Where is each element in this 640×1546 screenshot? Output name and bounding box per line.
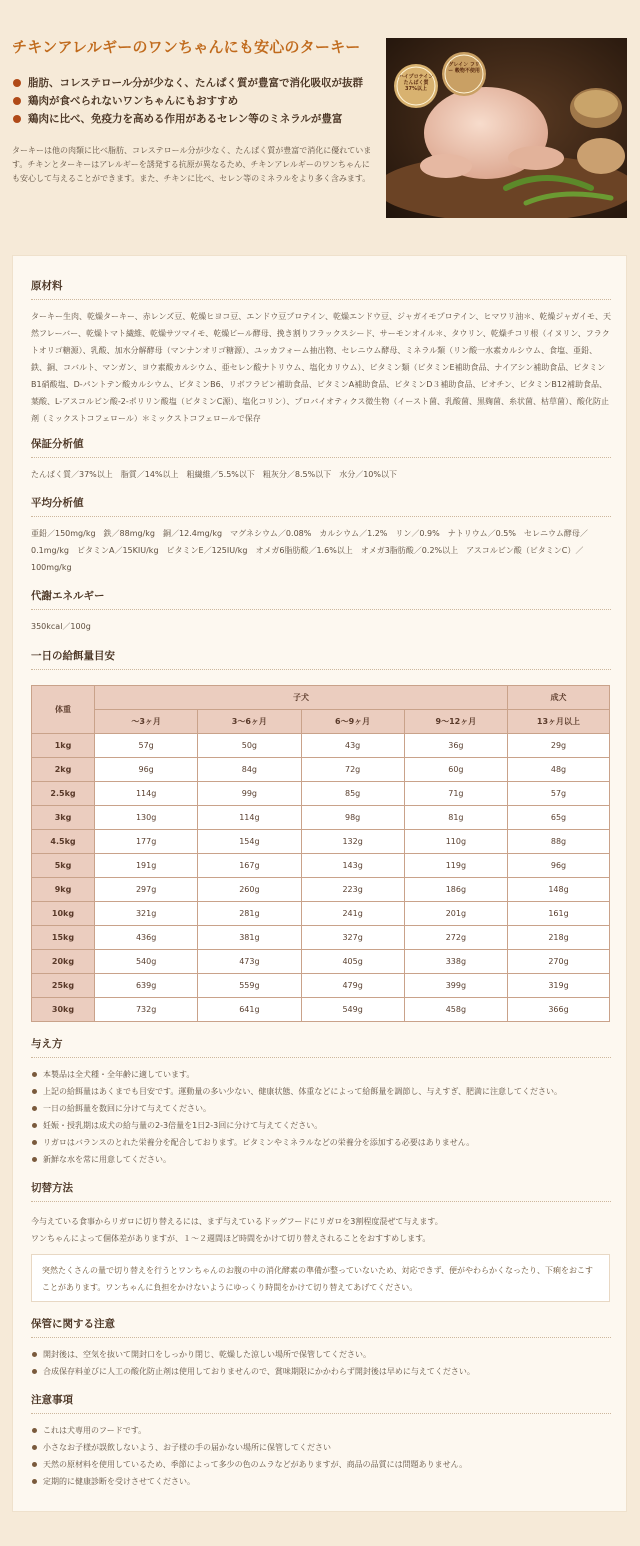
amount-cell: 161g xyxy=(508,902,610,926)
amount-cell: 473g xyxy=(198,950,301,974)
amount-cell: 281g xyxy=(198,902,301,926)
table-row xyxy=(32,734,610,758)
guaranteed-analysis-title: 保証分析値 xyxy=(31,436,611,458)
hero-point: 鶏肉が食べられないワンちゃんにもおすすめ xyxy=(12,92,363,110)
amount-cell: 71g xyxy=(404,782,507,806)
amount-cell: 177g xyxy=(95,830,198,854)
weight-cell: 3kg xyxy=(32,806,95,830)
list-item: 妊娠・授乳期は成犬の給与量の2-3倍量を1日2-3回に分けて与えてください。 xyxy=(31,1117,611,1134)
amount-cell: 201g xyxy=(404,902,507,926)
feeding-section xyxy=(31,648,611,670)
product-details-card xyxy=(12,255,627,1512)
weight-cell: 10kg xyxy=(32,902,95,926)
amount-cell: 436g xyxy=(95,926,198,950)
amount-cell: 143g xyxy=(301,854,404,878)
amount-cell: 60g xyxy=(404,758,507,782)
energy-section xyxy=(31,588,611,635)
amount-cell: 366g xyxy=(508,998,610,1022)
average-analysis-section xyxy=(31,495,611,576)
amount-cell: 479g xyxy=(301,974,404,998)
amount-cell: 270g xyxy=(508,950,610,974)
storage-title: 保管に関する注意 xyxy=(31,1316,611,1338)
weight-cell: 30kg xyxy=(32,998,95,1022)
list-item: 定期的に健康診断を受けさせてください。 xyxy=(31,1473,611,1490)
grain-free-badge-label: グレイン フリー 穀物不使用 xyxy=(448,62,480,74)
amount-cell: 148g xyxy=(508,878,610,902)
table-row xyxy=(32,974,610,998)
list-item: 本製品は全犬種・全年齢に適しています。 xyxy=(31,1066,611,1083)
roast-turkey-illustration xyxy=(386,38,627,218)
amount-cell: 98g xyxy=(301,806,404,830)
amount-cell: 114g xyxy=(198,806,301,830)
age-header: 6～9ヶ月 xyxy=(301,710,404,734)
adult-header: 成犬 xyxy=(508,686,610,710)
hero-point: 鶏肉に比べ、免疫力を高める作用があるセレン等のミネラルが豊富 xyxy=(12,110,363,128)
table-row xyxy=(32,854,610,878)
grain-free-badge xyxy=(442,52,486,96)
amount-cell: 50g xyxy=(198,734,301,758)
table-row xyxy=(32,758,610,782)
storage-section xyxy=(31,1316,611,1380)
energy-text: 350kcal／100g xyxy=(31,622,91,631)
table-row xyxy=(32,926,610,950)
table-row xyxy=(32,830,610,854)
table-row xyxy=(32,806,610,830)
puppy-header: 子犬 xyxy=(95,686,508,710)
amount-cell: 191g xyxy=(95,854,198,878)
hero-points xyxy=(12,74,363,128)
amount-cell: 218g xyxy=(508,926,610,950)
age-header: ～3ヶ月 xyxy=(95,710,198,734)
amount-cell: 99g xyxy=(198,782,301,806)
cautions-section xyxy=(31,1392,611,1490)
amount-cell: 48g xyxy=(508,758,610,782)
amount-cell: 540g xyxy=(95,950,198,974)
amount-cell: 154g xyxy=(198,830,301,854)
amount-cell: 81g xyxy=(404,806,507,830)
amount-cell: 57g xyxy=(508,782,610,806)
energy-title: 代謝エネルギー xyxy=(31,588,611,610)
list-item: リガロはバランスのとれた栄養分を配合しております。ビタミンやミネラルなどの栄養分を添加する必要はありません。 xyxy=(31,1134,611,1151)
switching-note: 突然たくさんの量で切り替えを行うとワンちゃんのお腹の中の消化酵素の準備が整っていないため、対応できず、便がやわらかくなったり、下痢をおこすことがあります。ワンちゃんに負担をかけないようにゆっくり時間をかけて切り替えてあげてください。 xyxy=(31,1254,610,1302)
guaranteed-analysis-text: たんぱく質／37%以上 脂質／14%以上 粗繊維／5.5%以下 粗灰分／8.5%以下 水分／10%以下 xyxy=(31,470,397,479)
list-item: 小さなお子様が誤飲しないよう、お子様の手の届かない場所に保管してください xyxy=(31,1439,611,1456)
ingredients-text: ターキー生肉、乾燥ターキー、赤レンズ豆、乾燥ヒヨコ豆、エンドウ豆プロテイン、乾燥エンドウ豆、ジャガイモプロテイン、ヒマワリ油＊、乾燥ジャガイモ、天然フレーバー、乾燥トマト繊維、乾燥サツマイモ、乾燥ビール酵母、挽き割りフラックスシード、サーモンオイル＊、タウリン、乾燥チコリ根（イヌリン、フラクトオリゴ糖源）、乳酸、加水分解酵母（マンナンオリゴ糖源）、ユッカフォーム抽出物、セレニウム酵母、ミネラル類（リン酸一水素カルシウム、食塩、亜鉛、鉄、銅、コバルト、マンガン、ヨウ素酸カルシウム、亜セレン酸ナトリウム、塩化カリウム）、ビタミン類（ビタミンE補助食品、ナイアシン補助食品、ビタミンB1硝酸塩、D-パントテン酸カルシウム、ビタミンB6、リボフラビン補助食品、ビタミンA補助食品、ビタミンD３補助食品、ビオチン、ビタミンB12補助食品、葉酸、L-アスコルビン酸-2-ポリリン酸塩（ビタミンC源）、塩化コリン）、プロバイオティクス微生物（イースト菌、乳酸菌、黒麹菌、糸状菌、枯草菌）、酸化防止剤（ミックストコフェロール）＊ミックストコフェロールで保存 xyxy=(31,312,611,423)
amount-cell: 84g xyxy=(198,758,301,782)
amount-cell: 110g xyxy=(404,830,507,854)
amount-cell: 381g xyxy=(198,926,301,950)
amount-cell: 321g xyxy=(95,902,198,926)
amount-cell: 549g xyxy=(301,998,404,1022)
amount-cell: 96g xyxy=(508,854,610,878)
age-header: 9～12ヶ月 xyxy=(404,710,507,734)
amount-cell: 132g xyxy=(301,830,404,854)
switching-title: 切替方法 xyxy=(31,1180,611,1202)
amount-cell: 559g xyxy=(198,974,301,998)
weight-cell: 15kg xyxy=(32,926,95,950)
amount-cell: 405g xyxy=(301,950,404,974)
feeding-table xyxy=(31,685,610,1022)
amount-cell: 57g xyxy=(95,734,198,758)
amount-cell: 96g xyxy=(95,758,198,782)
weight-cell: 4.5kg xyxy=(32,830,95,854)
table-row xyxy=(32,998,610,1022)
hero-point: 脂肪、コレステロール分が少なく、たんぱく質が豊富で消化吸収が抜群 xyxy=(12,74,363,92)
table-row xyxy=(32,950,610,974)
amount-cell: 338g xyxy=(404,950,507,974)
amount-cell: 223g xyxy=(301,878,404,902)
list-item: これは犬専用のフードです。 xyxy=(31,1422,611,1439)
hero-description: ターキーは他の肉類に比べ脂肪、コレステロール分が少なく、たんぱく質が豊富で消化に優れています。チキンとターキーはアレルギーを誘発する抗原が異なるため、チキンアレルギーのワンちゃんにも安心して与えることができます。また、チキンに比べ、セレン等のミネラルをより多く含みます。 xyxy=(12,146,372,183)
amount-cell: 297g xyxy=(95,878,198,902)
weight-cell: 2.5kg xyxy=(32,782,95,806)
switching-line: ワンちゃんによって個体差がありますが、１～２週間ほど時間をかけて切り替えされることをおすすめします。 xyxy=(31,1234,431,1243)
weight-cell: 1kg xyxy=(32,734,95,758)
amount-cell: 641g xyxy=(198,998,301,1022)
average-analysis-text: 亜鉛／150mg/kg 鉄／88mg/kg 銅／12.4mg/kg マグネシウム／0.08% カルシウム／1.2% リン／0.9% ナトリウム／0.5% セレニウム酵母／0.1mg/kg ビタミンA／15KIU/kg ビタミンE／125IU/kg オメガ6脂肪酸／1.6%以上 オメガ3脂肪酸／0.2%以上 アスコルビン酸（ビタミンC）／100mg/kg xyxy=(31,529,588,572)
amount-cell: 167g xyxy=(198,854,301,878)
list-item: 新鮮な水を常に用意してください。 xyxy=(31,1151,611,1168)
amount-cell: 85g xyxy=(301,782,404,806)
amount-cell: 319g xyxy=(508,974,610,998)
table-row xyxy=(32,902,610,926)
how-to-feed-title: 与え方 xyxy=(31,1036,611,1058)
feeding-title: 一日の給餌量目安 xyxy=(31,648,611,670)
how-to-feed-section xyxy=(31,1036,611,1168)
table-row xyxy=(32,782,610,806)
hero-section xyxy=(0,0,640,236)
amount-cell: 732g xyxy=(95,998,198,1022)
weight-cell: 2kg xyxy=(32,758,95,782)
hero-title: チキンアレルギーのワンちゃんにも安心のターキー xyxy=(12,38,361,56)
weight-cell: 5kg xyxy=(32,854,95,878)
amount-cell: 260g xyxy=(198,878,301,902)
weight-header: 体重 xyxy=(32,686,95,734)
age-header: 3～6ヶ月 xyxy=(198,710,301,734)
amount-cell: 458g xyxy=(404,998,507,1022)
list-item: 合成保存料並びに人工の酸化防止剤は使用しておりませんので、賞味期限にかかわらず開封後は早めに与えてください。 xyxy=(31,1363,611,1380)
age-header: 13ヶ月以上 xyxy=(508,710,610,734)
amount-cell: 119g xyxy=(404,854,507,878)
list-item: 天然の原材料を使用しているため、季節によって多少の色のムラなどがありますが、商品の品質には問題ありません。 xyxy=(31,1456,611,1473)
amount-cell: 241g xyxy=(301,902,404,926)
feeding-table-body xyxy=(32,734,610,1022)
amount-cell: 29g xyxy=(508,734,610,758)
list-item: 開封後は、空気を抜いて開封口をしっかり閉じ、乾燥した涼しい場所で保管してください。 xyxy=(31,1346,611,1363)
table-row xyxy=(32,878,610,902)
list-item: 一日の給餌量を数回に分けて与えてください。 xyxy=(31,1100,611,1117)
amount-cell: 88g xyxy=(508,830,610,854)
weight-cell: 9kg xyxy=(32,878,95,902)
amount-cell: 114g xyxy=(95,782,198,806)
high-protein-badge-label: ハイプロテイン たんぱく質 37%以上 xyxy=(398,74,434,92)
roast-turkey-photo xyxy=(386,38,627,218)
amount-cell: 639g xyxy=(95,974,198,998)
amount-cell: 43g xyxy=(301,734,404,758)
guaranteed-analysis-section xyxy=(31,436,611,483)
weight-cell: 20kg xyxy=(32,950,95,974)
ingredients-title: 原材料 xyxy=(31,278,611,300)
amount-cell: 65g xyxy=(508,806,610,830)
amount-cell: 130g xyxy=(95,806,198,830)
amount-cell: 272g xyxy=(404,926,507,950)
amount-cell: 72g xyxy=(301,758,404,782)
list-item: 上記の給餌量はあくまでも目安です。運動量の多い少ない、健康状態、体重などによって給餌量を調節し、与えすぎ、肥満に注意してください。 xyxy=(31,1083,611,1100)
amount-cell: 36g xyxy=(404,734,507,758)
weight-cell: 25kg xyxy=(32,974,95,998)
switching-line: 今与えている食事からリガロに切り替えるには、まず与えているドッグフードにリガロを3割程度混ぜて与えます。 xyxy=(31,1217,443,1226)
amount-cell: 327g xyxy=(301,926,404,950)
ingredients-section xyxy=(31,278,611,427)
switching-section xyxy=(31,1180,611,1247)
cautions-title: 注意事項 xyxy=(31,1392,611,1414)
amount-cell: 186g xyxy=(404,878,507,902)
average-analysis-title: 平均分析値 xyxy=(31,495,611,517)
amount-cell: 399g xyxy=(404,974,507,998)
